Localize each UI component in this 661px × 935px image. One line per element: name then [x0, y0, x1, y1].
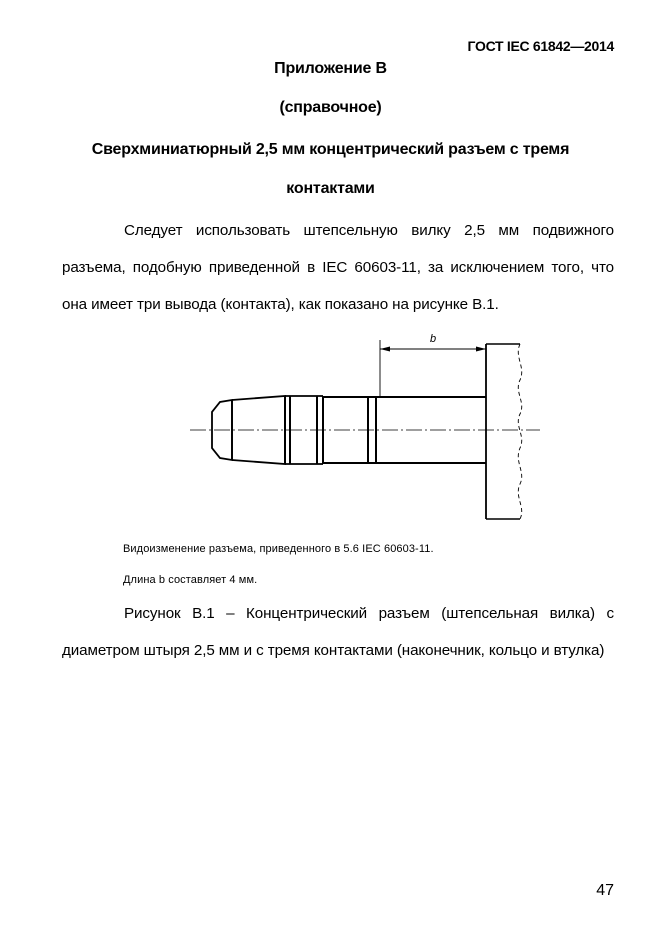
dimension-label-b: b [430, 333, 437, 345]
break-line [518, 344, 521, 519]
connector-drawing [190, 322, 550, 532]
annex-type: (справочное) [279, 99, 382, 116]
figure-caption: Рисунок В.1 – Концентрический разъем (штепсельная вилка) с диаметром штыря 2,5 мм и с тремя контактами (наконечник, кольцо и втулка) [62, 605, 614, 659]
document-id-header: ГОСТ IEC 61842—2014 [467, 38, 614, 54]
body-paragraph: Следует использовать штепсельную вилку 2,5 мм подвижного разъема, подобную приведенной в IEC 60603-11, за исключением того, что она имеет три вывода (контакта), как показано на рисунке В.1. [62, 222, 614, 313]
page-number: 47 [596, 882, 614, 899]
annex-heading-line-2: контактами [286, 180, 375, 197]
annex-heading-line-1: Сверхминиатюрный 2,5 мм концентрический разъем с тремя [91, 141, 570, 158]
figure-note-2: Длина b составляет 4 мм. [123, 574, 258, 586]
figure-note-1: Видоизменение разъема, приведенного в 5.6 IEC 60603-11. [123, 543, 434, 555]
annex-title: Приложение В [274, 60, 387, 77]
